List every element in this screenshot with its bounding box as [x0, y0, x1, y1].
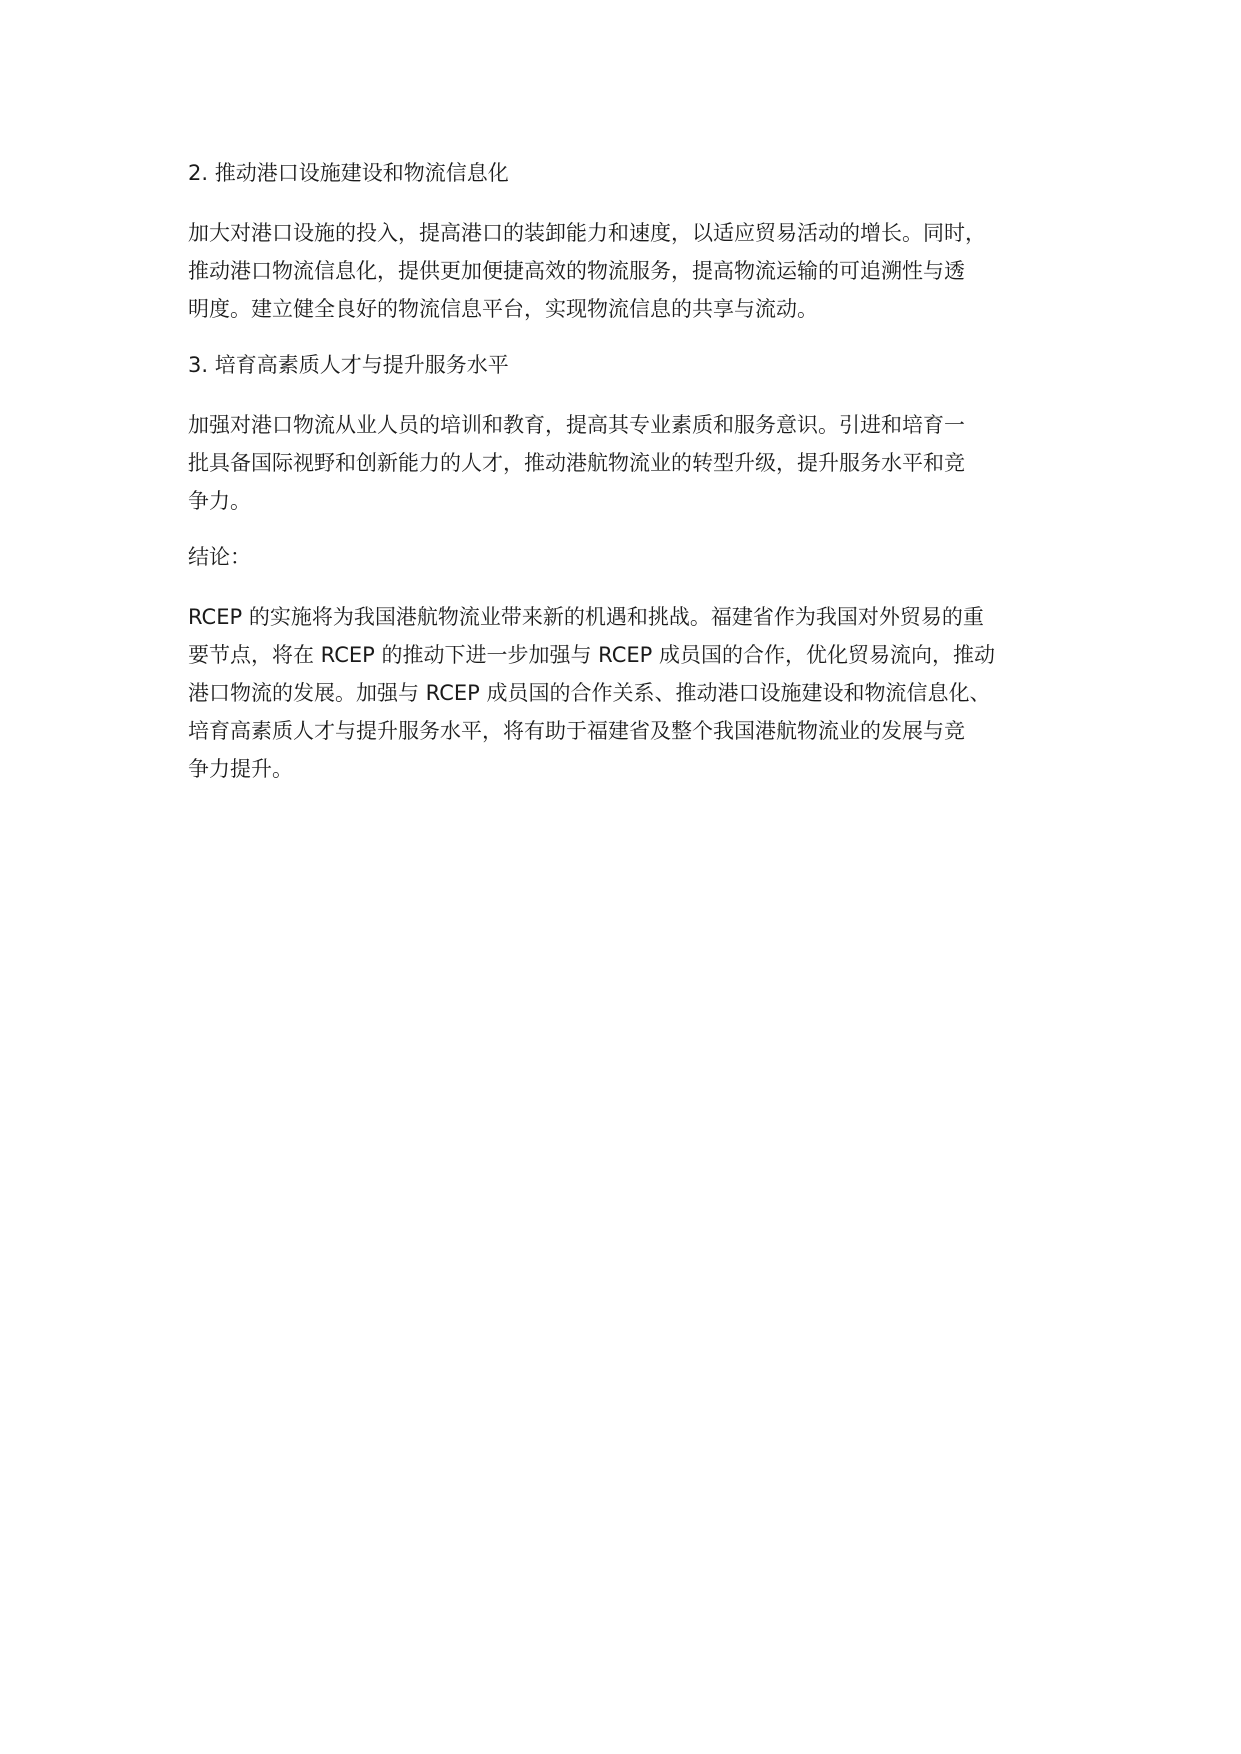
- paragraph-line: 争力。: [188, 489, 251, 513]
- section-paragraph-3: [188, 406, 1068, 520]
- section-heading-2: 2. 推动港口设施建设和物流信息化: [188, 161, 509, 185]
- paragraph-line: 培育高素质人才与提升服务水平，将有助于福建省及整个我国港航物流业的发展与竞: [188, 719, 965, 743]
- conclusion-paragraph: [188, 598, 1068, 788]
- paragraph-line: 批具备国际视野和创新能力的人才，推动港航物流业的转型升级，提升服务水平和竞: [188, 451, 965, 475]
- section-paragraph-2: [188, 214, 1068, 328]
- paragraph-line: 加大对港口设施的投入，提高港口的装卸能力和速度，以适应贸易活动的增长。同时，: [188, 221, 986, 245]
- paragraph-line: 推动港口物流信息化，提供更加便捷高效的物流服务，提高物流运输的可追溯性与透: [188, 259, 965, 283]
- paragraph-line: 明度。建立健全良好的物流信息平台，实现物流信息的共享与流动。: [188, 297, 818, 321]
- document-body: [188, 158, 1068, 788]
- paragraph-line: 港口物流的发展。加强与 RCEP 成员国的合作关系、推动港口设施建设和物流信息化、: [188, 681, 991, 705]
- section-heading-3: 3. 培育高素质人才与提升服务水平: [188, 353, 509, 377]
- conclusion-heading: 结论：: [188, 545, 251, 569]
- paragraph-line: RCEP 的实施将为我国港航物流业带来新的机遇和挑战。福建省作为我国对外贸易的重: [188, 605, 984, 629]
- paragraph-line: 加强对港口物流从业人员的培训和教育，提高其专业素质和服务意识。引进和培育一: [188, 413, 965, 437]
- paragraph-line: 要节点，将在 RCEP 的推动下进一步加强与 RCEP 成员国的合作，优化贸易流向，推动: [188, 643, 995, 667]
- paragraph-line: 争力提升。: [188, 757, 293, 781]
